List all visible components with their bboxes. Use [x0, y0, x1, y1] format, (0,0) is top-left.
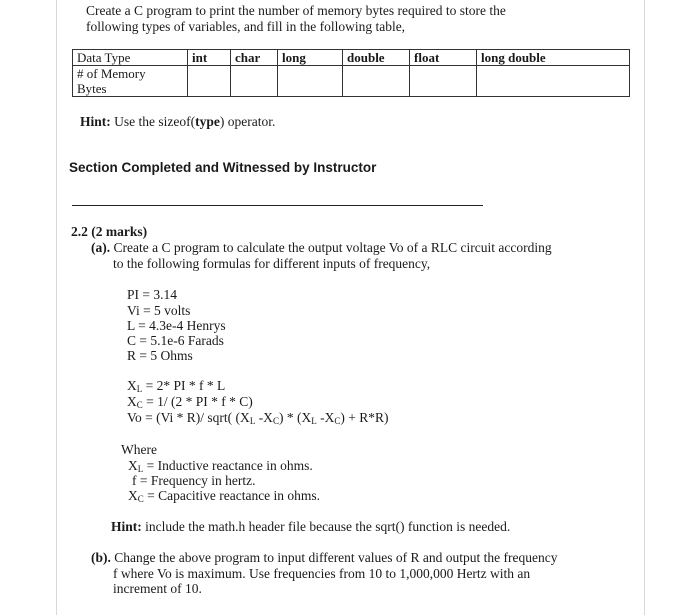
- formula-vo-s3: L: [311, 416, 317, 426]
- where-f: f = Frequency in hertz.: [132, 473, 256, 488]
- page-left-edge: [56, 0, 57, 615]
- table-col-float: float: [410, 50, 477, 66]
- formula-xc: [127, 394, 253, 411]
- section-heading: Section Completed and Witnessed by Instructor: [69, 160, 377, 175]
- formula-vo-p2: -X: [255, 410, 273, 425]
- const-l: L = 4.3e-4 Henrys: [127, 318, 226, 333]
- intro-line-1: Create a C program to print the number of memory bytes required to store the: [86, 3, 506, 18]
- formula-xc-sym: X: [127, 394, 137, 409]
- hint-bold-type: type: [195, 114, 220, 129]
- part-b-line-1: [91, 550, 558, 566]
- const-c: C = 5.1e-6 Farads: [127, 333, 224, 348]
- row-label-line-2: Bytes: [77, 81, 107, 96]
- hint-sizeof: [80, 114, 275, 130]
- formula-vo-p3: ) * (X: [278, 410, 312, 425]
- formula-vo-s1: L: [249, 416, 256, 426]
- formula-vo-p4: -X: [316, 410, 335, 425]
- part-a-text-1: Create a C program to calculate the output voltage Vo of a RLC circuit according: [113, 240, 552, 255]
- part-b-line-3: increment of 10.: [113, 581, 202, 596]
- cell-int[interactable]: [188, 66, 231, 97]
- where-xc-rest: = Capacitive reactance in ohms.: [143, 488, 321, 503]
- formula-vo-p1: Vo = (Vi * R)/ sqrt( (X: [127, 410, 250, 425]
- const-pi: PI = 3.14: [127, 287, 177, 302]
- part-b-line-2: f where Vo is maximum. Use frequencies from 10 to 1,000,000 Hertz with an: [113, 566, 531, 581]
- hint-label: Hint:: [80, 114, 111, 129]
- cell-double[interactable]: [343, 66, 410, 97]
- where-label: Where: [121, 442, 157, 457]
- table-col-char: char: [231, 50, 278, 66]
- cell-char[interactable]: [231, 66, 278, 97]
- table-col-int: int: [188, 50, 231, 66]
- where-xc-sub: C: [137, 494, 144, 504]
- formula-vo-p5: ) + R*R): [340, 410, 389, 425]
- table-header-row: [73, 50, 630, 66]
- table-row-label: [73, 66, 188, 97]
- where-xl-sub: L: [137, 464, 144, 474]
- hint-math-h: [111, 519, 510, 535]
- formula-vo: [127, 410, 388, 427]
- hint-math-text: include the math.h header file because the sqrt() function is needed.: [145, 519, 511, 534]
- formula-xl-rest: = 2* PI * f * L: [142, 378, 226, 393]
- table-col-double: double: [343, 50, 410, 66]
- formula-vo-s4: C: [334, 416, 341, 426]
- part-b-label: (b).: [91, 550, 111, 565]
- hint-math-label: Hint:: [111, 519, 142, 534]
- table-col-long-double: long double: [477, 50, 630, 66]
- formula-xl-sym: X: [127, 378, 137, 393]
- formula-xc-rest: = 1/ (2 * PI * f * C): [142, 394, 253, 409]
- formula-vo-s2: C: [272, 416, 279, 426]
- page-right-edge: [644, 0, 645, 615]
- cell-float[interactable]: [410, 66, 477, 97]
- signature-line: [72, 205, 483, 206]
- formula-xl: [127, 378, 225, 395]
- table-row: [73, 66, 630, 97]
- where-xc: [128, 488, 320, 505]
- where-xc-sym: X: [128, 488, 138, 503]
- memory-bytes-table: [72, 49, 630, 97]
- question-number: 2.2 (2 marks): [71, 224, 148, 239]
- where-xl-rest: = Inductive reactance in ohms.: [143, 458, 313, 473]
- const-r: R = 5 Ohms: [127, 348, 193, 363]
- where-xl-sym: X: [128, 458, 138, 473]
- hint-text-after: ) operator.: [219, 114, 276, 129]
- const-vi: Vi = 5 volts: [127, 303, 191, 318]
- formula-xl-sub: L: [136, 384, 143, 394]
- part-a-line-1: [91, 240, 552, 256]
- part-a-line-2: to the following formulas for different inputs of frequency,: [113, 256, 431, 271]
- cell-long-double[interactable]: [477, 66, 630, 97]
- row-label-line-1: # of Memory: [77, 66, 146, 81]
- table-header-label: Data Type: [73, 50, 188, 66]
- part-a-label: (a).: [91, 240, 111, 255]
- formula-xc-sub: C: [136, 400, 143, 410]
- table-col-long: long: [278, 50, 343, 66]
- intro-line-2: following types of variables, and fill in the following table,: [86, 19, 406, 34]
- cell-long[interactable]: [278, 66, 343, 97]
- hint-text-before: Use the sizeof(: [114, 114, 196, 129]
- part-b-text-1: Change the above program to input different values of R and output the frequency: [114, 550, 558, 565]
